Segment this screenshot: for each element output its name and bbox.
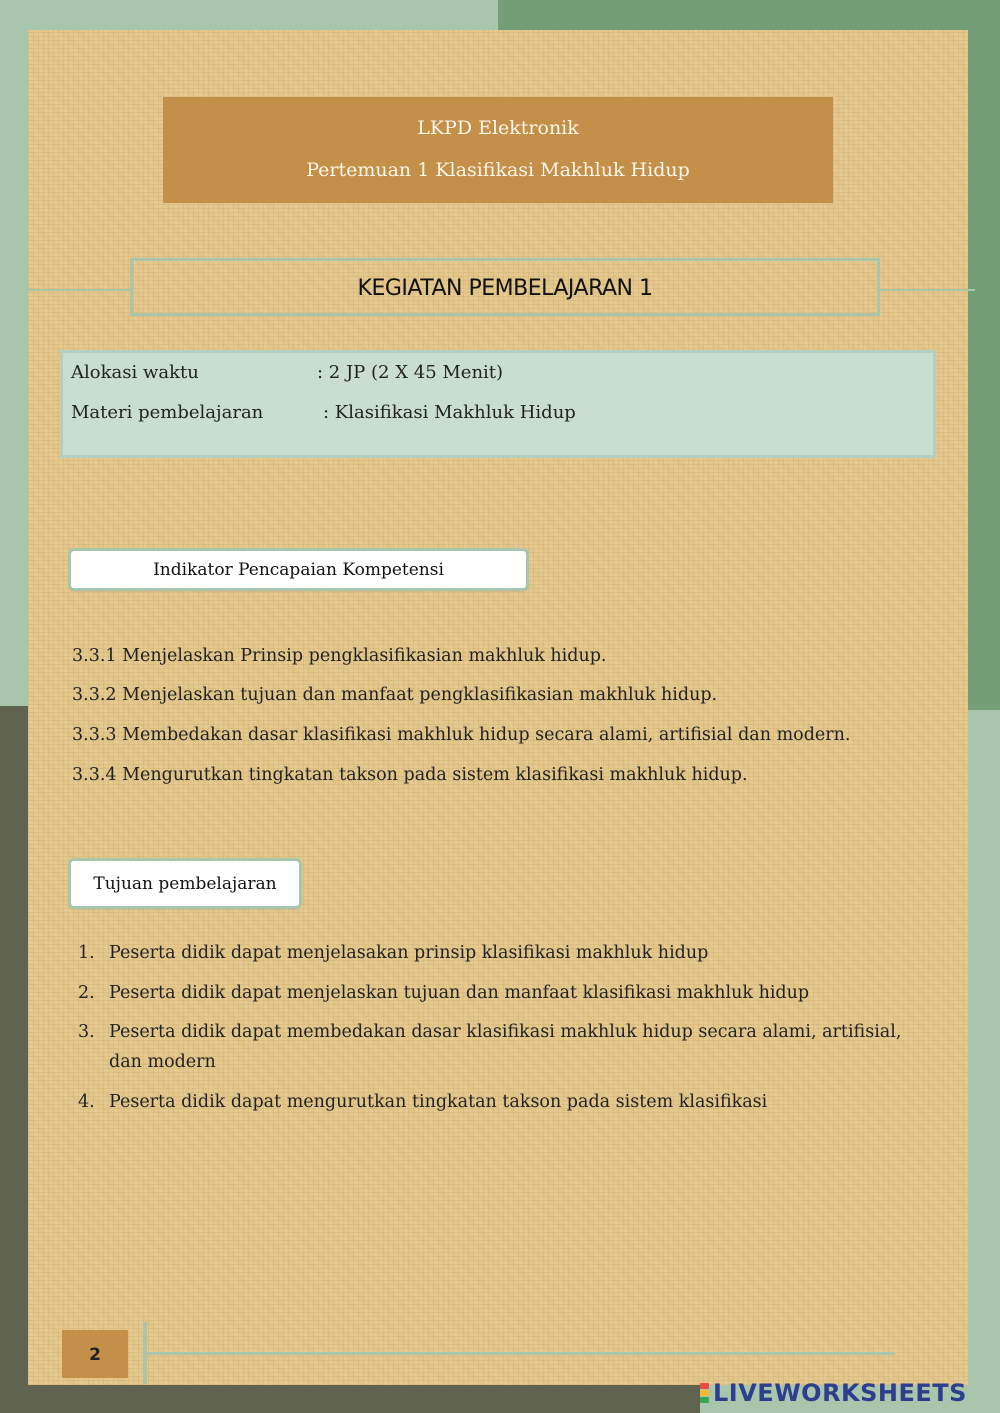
indikator-item: 3.3.1 Menjelaskan Prinsip pengklasifikasian makhluk hidup. <box>72 646 607 666</box>
list-text: Peserta didik dapat menjelaskan tujuan dan manfaat klasifikasi makhluk hidup <box>109 983 810 1003</box>
info-panel <box>60 350 936 458</box>
tujuan-list-item <box>78 1017 918 1077</box>
list-number: 1. <box>78 943 95 963</box>
list-number: 4. <box>78 1092 95 1112</box>
indikator-heading: Indikator Pencapaian Kompetensi <box>68 548 529 591</box>
liveworksheets-mark-icon <box>700 1383 709 1403</box>
brand-name: LIVEWORKSHEETS <box>713 1379 967 1407</box>
footer-divider-horizontal <box>147 1352 895 1355</box>
info-value: : Klasifikasi Makhluk Hidup <box>323 402 576 423</box>
list-text: Peserta didik dapat menjelasakan prinsip klasifikasi makhluk hidup <box>109 943 709 963</box>
background-block-top-right <box>498 0 1000 30</box>
liveworksheets-logo[interactable] <box>700 1380 967 1406</box>
info-label: Alokasi waktu <box>71 362 199 383</box>
section-rule-right <box>880 289 975 291</box>
background-block-left <box>0 706 30 1413</box>
tujuan-heading: Tujuan pembelajaran <box>68 858 302 909</box>
section-title: KEGIATAN PEMBELAJARAN 1 <box>357 276 653 301</box>
background-strip-right <box>968 30 1000 710</box>
list-number: 3. <box>78 1022 95 1042</box>
header-subtitle: Pertemuan 1 Klasifikasi Makhluk Hidup <box>306 159 690 181</box>
header-title: LKPD Elektronik <box>417 117 579 139</box>
section-rule-left <box>28 289 132 291</box>
tujuan-list-item <box>78 1087 918 1117</box>
indikator-item: 3.3.3 Membedakan dasar klasifikasi makhluk hidup secara alami, artifisial dan modern. <box>72 725 851 745</box>
indikator-item: 3.3.2 Menjelaskan tujuan dan manfaat pengklasifikasian makhluk hidup. <box>72 685 718 705</box>
worksheet-page <box>28 30 968 1385</box>
info-value: : 2 JP (2 X 45 Menit) <box>317 362 504 383</box>
section-title-box <box>130 258 880 316</box>
background-block-bottom <box>0 1385 700 1413</box>
list-text: Peserta didik dapat membedakan dasar klasifikasi makhluk hidup secara alami, artifisial, dan modern <box>109 1022 902 1072</box>
indikator-item: 3.3.4 Mengurutkan tingkatan takson pada sistem klasifikasi makhluk hidup. <box>72 765 748 785</box>
list-text: Peserta didik dapat mengurutkan tingkatan takson pada sistem klasifikasi <box>109 1092 768 1112</box>
page-number: 2 <box>62 1330 128 1378</box>
tujuan-list-item <box>78 978 918 1008</box>
list-number: 2. <box>78 983 95 1003</box>
document-header <box>163 97 833 203</box>
info-label: Materi pembelajaran <box>71 402 264 423</box>
tujuan-list-item <box>78 938 918 968</box>
